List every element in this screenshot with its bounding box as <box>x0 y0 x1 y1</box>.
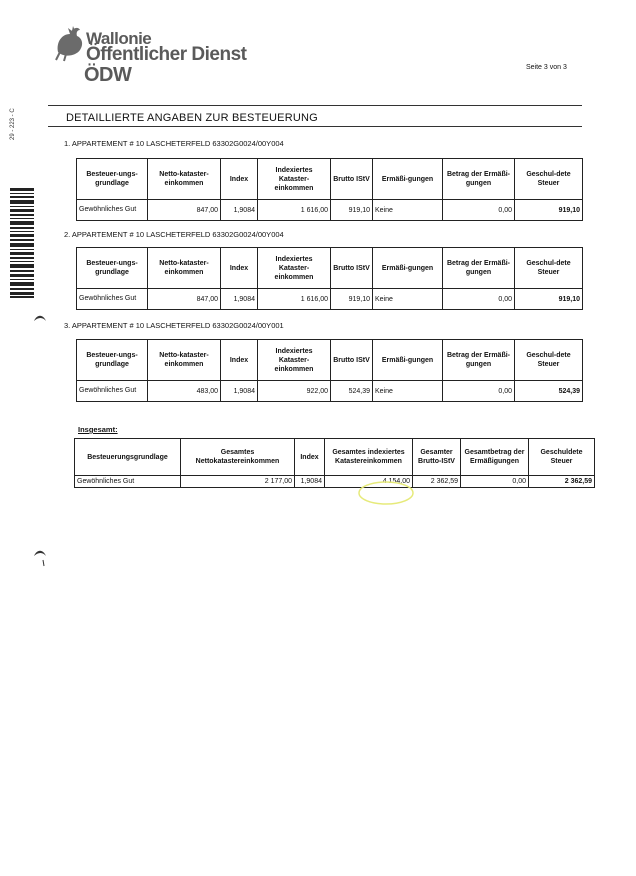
col-header-steuer: Geschul-dete Steuer <box>515 159 583 200</box>
col-header-indexiert: Indexiertes Kataster-einkommen <box>258 340 331 381</box>
cell-ermaessigung: Keine <box>373 200 443 221</box>
col-header-netto: Netto-kataster-einkommen <box>148 248 221 289</box>
cell-steuer: 919,10 <box>515 289 583 310</box>
cell-brutto: 919,10 <box>331 289 373 310</box>
cell-index: 1,9084 <box>221 200 258 221</box>
summary-title: Insgesamt: <box>78 425 118 434</box>
col-header-index: Index <box>221 159 258 200</box>
col-header-ermaessigung: Ermäßi-gungen <box>373 159 443 200</box>
col-header-ermaessigung: Ermäßi-gungen <box>373 248 443 289</box>
cell-steuer: 919,10 <box>515 200 583 221</box>
punch-mark-icon <box>33 548 47 568</box>
col-header-betrag: Betrag der Ermäßi-gungen <box>443 159 515 200</box>
col-header-indexiert: Indexiertes Kataster-einkommen <box>258 159 331 200</box>
cell-index: 1,9084 <box>295 476 325 488</box>
col-header-index: Index <box>221 340 258 381</box>
highlight-circle-icon <box>356 478 416 508</box>
cell-basis: Gewöhnliches Gut <box>77 289 148 310</box>
col-header-netto: Netto-kataster-einkommen <box>148 159 221 200</box>
col-header-brutto: Brutto IStV <box>331 248 373 289</box>
cell-index: 1,9084 <box>221 289 258 310</box>
cell-basis: Gewöhnliches Gut <box>75 476 181 488</box>
col-header-betrag: Betrag der Ermäßi-gungen <box>443 340 515 381</box>
col-header-basis: Besteuer-ungs-grundlage <box>77 248 148 289</box>
col-header-netto: Gesamtes Nettokatastereinkommen <box>181 439 295 476</box>
divider <box>48 105 582 106</box>
apartment-title: 2. APPARTEMENT # 10 LASCHETERFELD 63302G0024/00Y004 <box>64 230 284 239</box>
col-header-basis: Besteuerungsgrundlage <box>75 439 181 476</box>
table-row <box>77 200 583 221</box>
cell-brutto: 919,10 <box>331 200 373 221</box>
col-header-indexiert: Indexiertes Kataster-einkommen <box>258 248 331 289</box>
barcode-icon <box>10 188 34 298</box>
col-header-indexiert: Gesamtes indexiertes Katastereinkommen <box>325 439 413 476</box>
table-row <box>77 289 583 310</box>
col-header-index: Index <box>221 248 258 289</box>
rooster-logo-icon <box>50 22 90 62</box>
col-header-steuer: Geschuldete Steuer <box>529 439 595 476</box>
table-row <box>77 381 583 402</box>
punch-mark-icon <box>33 313 47 323</box>
col-header-betrag: Betrag der Ermäßi-gungen <box>443 248 515 289</box>
col-header-steuer: Geschul-dete Steuer <box>515 248 583 289</box>
cell-netto: 2 177,00 <box>181 476 295 488</box>
cell-steuer: 2 362,59 <box>529 476 595 488</box>
brand-abbreviation: ÖDW <box>84 64 132 86</box>
cell-indexiert: 922,00 <box>258 381 331 402</box>
cell-betrag: 0,00 <box>461 476 529 488</box>
col-header-ermaessigung: Ermäßi-gungen <box>373 340 443 381</box>
apartment-tax-table <box>76 158 583 221</box>
side-reference-code: 29 - 223 - C <box>10 108 16 140</box>
col-header-basis: Besteuer-ungs-grundlage <box>77 159 148 200</box>
col-header-brutto: Gesamter Brutto-IStV <box>413 439 461 476</box>
brand-service: Öffentlicher Dienst <box>86 44 247 65</box>
cell-betrag: 0,00 <box>443 200 515 221</box>
apartment-title: 1. APPARTEMENT # 10 LASCHETERFELD 63302G0024/00Y004 <box>64 139 284 148</box>
table-row <box>75 476 595 488</box>
col-header-steuer: Geschul-dete Steuer <box>515 340 583 381</box>
section-title: DETAILLIERTE ANGABEN ZUR BESTEUERUNG <box>66 112 318 124</box>
cell-indexiert: 1 616,00 <box>258 289 331 310</box>
apartment-tax-table <box>76 247 583 310</box>
col-header-netto: Netto-kataster-einkommen <box>148 340 221 381</box>
cell-index: 1,9084 <box>221 381 258 402</box>
divider <box>48 126 582 127</box>
cell-basis: Gewöhnliches Gut <box>77 381 148 402</box>
apartment-title: 3. APPARTEMENT # 10 LASCHETERFELD 63302G0024/00Y001 <box>64 321 284 330</box>
col-header-betrag: Gesamtbetrag der Ermäßigungen <box>461 439 529 476</box>
cell-indexiert: 4 154,00 <box>325 476 413 488</box>
cell-betrag: 0,00 <box>443 381 515 402</box>
col-header-basis: Besteuer-ungs-grundlage <box>77 340 148 381</box>
cell-indexiert: 1 616,00 <box>258 200 331 221</box>
apartment-tax-table <box>76 339 583 402</box>
col-header-index: Index <box>295 439 325 476</box>
cell-betrag: 0,00 <box>443 289 515 310</box>
cell-brutto: 2 362,59 <box>413 476 461 488</box>
summary-tax-table <box>74 438 595 488</box>
cell-netto: 483,00 <box>148 381 221 402</box>
col-header-brutto: Brutto IStV <box>331 159 373 200</box>
cell-netto: 847,00 <box>148 200 221 221</box>
brand-name: Wallonie <box>86 29 152 48</box>
cell-ermaessigung: Keine <box>373 289 443 310</box>
page-info: Seite 3 von 3 <box>526 64 567 71</box>
cell-steuer: 524,39 <box>515 381 583 402</box>
col-header-brutto: Brutto IStV <box>331 340 373 381</box>
cell-brutto: 524,39 <box>331 381 373 402</box>
cell-ermaessigung: Keine <box>373 381 443 402</box>
cell-basis: Gewöhnliches Gut <box>77 200 148 221</box>
cell-netto: 847,00 <box>148 289 221 310</box>
